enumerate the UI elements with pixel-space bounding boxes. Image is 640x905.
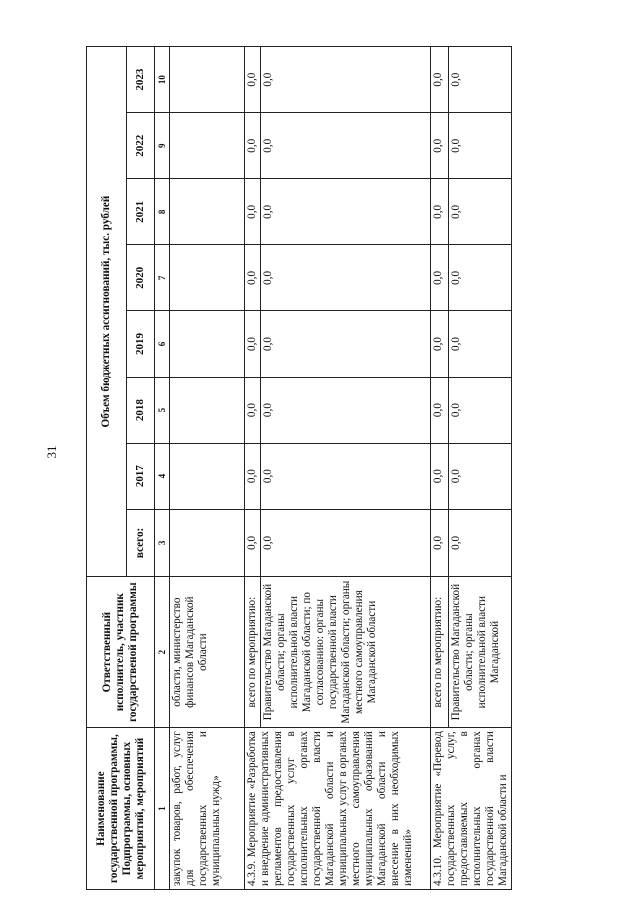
header-year: 2023 [127,47,155,113]
col-number: 2 [155,577,170,728]
value-cell: 0,0 [449,47,512,113]
value-cell: 0,0 [431,179,449,245]
table-row [431,47,449,890]
value-cell: 0,0 [449,443,512,509]
budget-table [86,46,512,890]
table-row [170,47,245,890]
col-number: 7 [155,245,170,311]
col-number: 5 [155,377,170,443]
col-number: 1 [155,728,170,890]
header-year: 2022 [127,113,155,179]
header-total: всего: [127,509,155,576]
col-number: 9 [155,113,170,179]
value-cell: 0,0 [449,377,512,443]
value-cell: 0,0 [261,113,431,179]
value-cell: 0,0 [431,245,449,311]
header-year: 2021 [127,179,155,245]
value-cell: 0,0 [245,113,261,179]
value-cell: 0,0 [261,179,431,245]
value-cell: 0,0 [261,509,431,576]
row-responsible-total: всего по мероприятию: [431,577,449,728]
row-name: 4.3.9. Мероприятие «Разработка и внедрение административных регламентов предоставления государственных услуг в исполнительных органах государственной власти Магаданской области и муниципальных услуг в органах местного самоуправления муниципальных образований Магаданской области и внесение в них необходимых изменений» [245,728,431,890]
col-number: 6 [155,311,170,377]
value-cell: 0,0 [449,245,512,311]
value-cell: 0,0 [245,311,261,377]
col-number: 4 [155,443,170,509]
value-cell: 0,0 [431,311,449,377]
col-number: 10 [155,47,170,113]
header-volume: Объем бюджетных ассигнований, тыс. рублей [87,47,127,577]
value-cell: 0,0 [449,311,512,377]
value-cell: 0,0 [245,377,261,443]
value-cell: 0,0 [449,179,512,245]
value-cell: 0,0 [261,311,431,377]
row-name: 4.3.10. Мероприятие «Перевод государственных услуг, предоставляемых в исполнительных органах государственной власти Магаданской области и [431,728,512,890]
value-cell: 0,0 [245,443,261,509]
header-responsible: Ответственный исполнитель, участник государственой программы [87,577,155,728]
value-cell: 0,0 [431,443,449,509]
value-cell: 0,0 [261,443,431,509]
row-responsible: области, министерство финансов Магаданской области [170,577,245,728]
value-cell: 0,0 [261,47,431,113]
value-cell: 0,0 [449,509,512,576]
row-name: закупок товаров, работ, услуг для обеспечения государственных и муниципальных нужд» [170,728,245,890]
header-year: 2019 [127,311,155,377]
row-responsible: Правительство Магаданской области; органы исполнительной власти Магаданской [449,577,512,728]
header-name: Наименование государственной программы, Подпрограммы, основных мероприятий, мероприятий [87,728,155,890]
value-cell: 0,0 [245,245,261,311]
value-cell: 0,0 [245,509,261,576]
value-cell: 0,0 [431,509,449,576]
value-cell: 0,0 [431,47,449,113]
value-cell: 0,0 [431,113,449,179]
value-cell: 0,0 [449,113,512,179]
page-number: 31 [44,445,59,459]
value-cell: 0,0 [261,245,431,311]
row-responsible-total: всего по мероприятию: [245,577,261,728]
header-year: 2017 [127,443,155,509]
value-cell: 0,0 [431,377,449,443]
col-number: 8 [155,179,170,245]
header-year: 2020 [127,245,155,311]
value-cell: 0,0 [261,377,431,443]
rotated-table-wrapper [86,46,608,890]
table-row [245,47,261,890]
value-cell: 0,0 [245,47,261,113]
row-responsible: Правительство Магаданской области; органы исполнительной власти Магаданской области; по согласованию: органы государственной власти Магаданской области; органы местного самоуправления Магаданской области [261,577,431,728]
col-number: 3 [155,509,170,576]
header-year: 2018 [127,377,155,443]
value-cell: 0,0 [245,179,261,245]
